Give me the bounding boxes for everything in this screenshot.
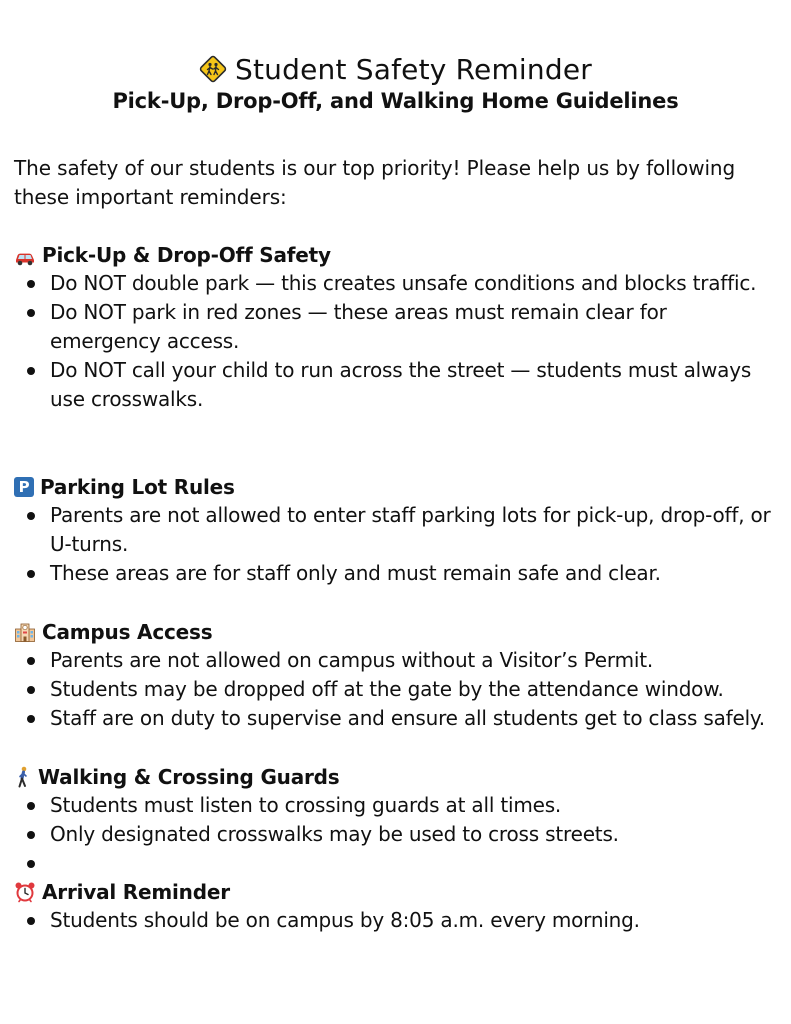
page-title: Student Safety Reminder [235, 52, 592, 86]
list-item: Do NOT park in red zones — these areas must remain clear for emergency access. [14, 298, 779, 356]
list-item [14, 849, 779, 878]
section-heading-text: Campus Access [42, 619, 213, 644]
intro-paragraph: The safety of our students is our top priority! Please help us by following these important reminders: [14, 156, 736, 209]
school-crossing-sign-icon [199, 55, 227, 83]
school-building-icon [14, 621, 36, 643]
bullet-list [14, 791, 779, 878]
header [0, 50, 791, 113]
bullet-list [14, 501, 779, 588]
person-walking-icon [14, 766, 32, 788]
bullet-list [14, 906, 779, 935]
list-item: Students should be on campus by 8:05 a.m. every morning. [14, 906, 779, 935]
list-item: Students must listen to crossing guards at all times. [14, 791, 779, 820]
section-pickup-dropoff [14, 240, 779, 414]
list-item: Staff are on duty to supervise and ensure all students get to class safely. [14, 704, 779, 733]
section-heading [14, 877, 779, 906]
list-item: Only designated crosswalks may be used to cross streets. [14, 820, 779, 849]
parking-icon: P [14, 477, 34, 497]
page-subtitle: Pick-Up, Drop-Off, and Walking Home Guidelines [112, 89, 679, 113]
list-item: Parents are not allowed on campus without a Visitor’s Permit. [14, 646, 779, 675]
section-walking-crossing [14, 762, 779, 878]
section-heading [14, 762, 779, 791]
section-heading [14, 472, 779, 501]
section-arrival-reminder [14, 877, 779, 935]
bullet-list [14, 646, 779, 733]
bullet-list [14, 269, 779, 414]
section-heading-text: Walking & Crossing Guards [38, 764, 340, 789]
section-heading [14, 617, 779, 646]
section-heading-text: Arrival Reminder [42, 879, 230, 904]
list-item: Do NOT call your child to run across the street — students must always use crosswalks. [14, 356, 779, 414]
section-parking-lot [14, 472, 779, 588]
list-item: Parents are not allowed to enter staff parking lots for pick-up, drop-off, or U-turns. [14, 501, 779, 559]
section-heading [14, 240, 779, 269]
list-item: Do NOT double park — this creates unsafe conditions and blocks traffic. [14, 269, 779, 298]
section-heading-text: Pick-Up & Drop-Off Safety [42, 242, 331, 267]
car-icon [14, 247, 36, 263]
title-line [0, 50, 791, 88]
section-campus-access [14, 617, 779, 733]
list-item: These areas are for staff only and must remain safe and clear. [14, 559, 779, 588]
list-item: Students may be dropped off at the gate by the attendance window. [14, 675, 779, 704]
section-heading-text: Parking Lot Rules [40, 474, 235, 499]
alarm-clock-icon [14, 881, 36, 903]
